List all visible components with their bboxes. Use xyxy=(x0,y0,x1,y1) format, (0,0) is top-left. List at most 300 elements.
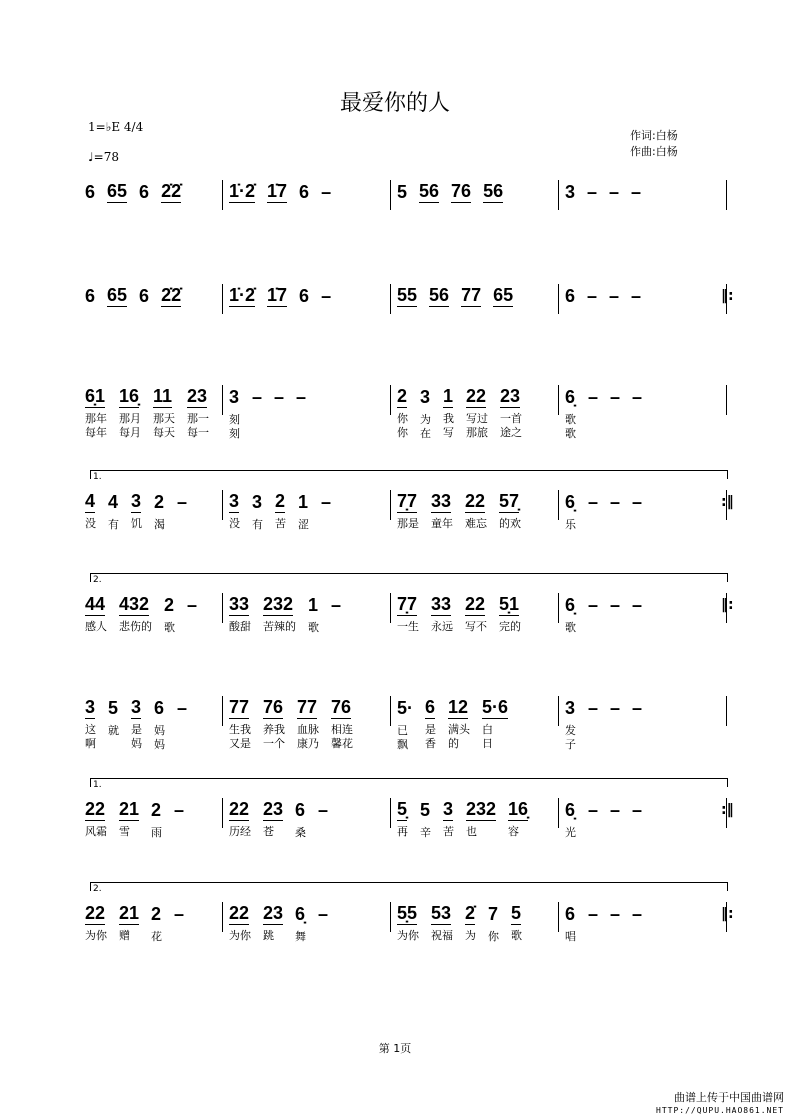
lyric: 苦 xyxy=(443,825,454,838)
note: 1̇7 xyxy=(267,181,288,201)
note: 56 xyxy=(429,285,450,305)
note-group xyxy=(229,385,240,440)
measure xyxy=(558,798,726,839)
lyric: 为你 xyxy=(85,929,107,942)
lyric: 跳 xyxy=(263,929,274,942)
note-group xyxy=(451,180,471,210)
note: – xyxy=(252,387,263,407)
lyric: 那是 xyxy=(397,517,419,530)
note: 2 xyxy=(397,386,408,406)
lyric: 香 xyxy=(425,737,437,750)
note: 22 xyxy=(85,903,106,923)
note-group xyxy=(632,593,642,623)
lyric: 就 xyxy=(108,724,119,737)
note-group xyxy=(609,284,619,314)
lyric: 我 xyxy=(443,412,454,425)
note: 3 xyxy=(131,491,142,511)
note: 6 xyxy=(85,286,96,306)
note-group xyxy=(466,385,488,439)
lyric: 饥 xyxy=(131,517,142,530)
note-group xyxy=(229,798,251,838)
note-group xyxy=(565,490,576,531)
note: 56 xyxy=(483,181,504,201)
song-title: 最爱你的人 xyxy=(339,91,450,116)
lyric: 也 xyxy=(466,825,477,838)
lyric: 童年 xyxy=(431,517,453,530)
lyric: 雪 xyxy=(119,825,130,838)
lyric: 馨花 xyxy=(331,737,353,750)
note-group xyxy=(263,696,285,750)
note: – xyxy=(588,387,599,407)
lyric: 子 xyxy=(565,738,576,751)
note: 77 xyxy=(297,697,318,717)
lyric: 的 xyxy=(448,737,460,750)
note: 23 xyxy=(263,799,284,819)
lyric: 风霜 xyxy=(85,825,107,838)
note: – xyxy=(632,387,643,407)
lyric: 光 xyxy=(565,826,576,839)
note-group xyxy=(107,180,127,250)
lyric: 祝福 xyxy=(431,929,453,942)
note: 2 xyxy=(164,595,175,615)
staff-system xyxy=(85,490,734,560)
note: – xyxy=(588,698,599,718)
measure xyxy=(558,180,726,210)
note-group xyxy=(610,490,620,520)
note-group xyxy=(488,902,499,943)
note: 22 xyxy=(85,799,106,819)
measure xyxy=(558,696,726,751)
note: – xyxy=(588,492,599,512)
note-group xyxy=(263,902,284,942)
lyric: 这 xyxy=(85,723,96,736)
note: – xyxy=(632,492,643,512)
note-group xyxy=(565,798,576,839)
lyric: 桑 xyxy=(295,826,307,839)
note: 1 xyxy=(443,386,454,406)
note: – xyxy=(321,286,332,306)
note-group xyxy=(331,696,353,750)
measure xyxy=(85,902,222,972)
note-group xyxy=(119,385,141,455)
note: – xyxy=(632,800,643,820)
note: 5 xyxy=(511,903,522,923)
note: 7̣7 xyxy=(397,594,418,614)
note-group xyxy=(151,902,162,972)
note: 44 xyxy=(85,594,106,614)
note: 2 xyxy=(154,492,165,512)
lyric: 又是 xyxy=(229,737,251,750)
note-group xyxy=(397,284,417,314)
repeat-sign: ‖: xyxy=(721,906,734,922)
note-group xyxy=(610,902,620,932)
note-group xyxy=(610,696,620,726)
page-number: 第 1页 xyxy=(378,1042,412,1055)
measure xyxy=(390,490,558,530)
measure xyxy=(390,593,558,633)
lyric: 容 xyxy=(508,825,520,838)
note-group xyxy=(263,593,296,633)
note: 22 xyxy=(465,594,486,614)
volta-number: 1. xyxy=(93,472,102,482)
note: – xyxy=(588,800,599,820)
note-group xyxy=(154,490,165,560)
lyric: 赠 xyxy=(119,929,130,942)
staff-system xyxy=(85,902,734,972)
lyric: 妈 xyxy=(131,737,142,750)
note: 53 xyxy=(431,903,452,923)
volta-bracket xyxy=(90,778,728,790)
measure xyxy=(390,696,558,751)
note: 5̣5 xyxy=(397,903,418,923)
lyric: 为你 xyxy=(397,929,419,942)
note: – xyxy=(631,182,642,202)
note: – xyxy=(174,904,185,924)
measure xyxy=(85,490,222,560)
note: – xyxy=(177,698,188,718)
note-group xyxy=(85,593,107,663)
note-group xyxy=(443,385,454,439)
measure xyxy=(85,798,222,868)
lyric: 在 xyxy=(420,427,431,440)
note-group xyxy=(108,696,119,766)
note: 3 xyxy=(565,182,576,202)
note: – xyxy=(632,595,643,615)
note: 65 xyxy=(107,285,128,305)
lyric: 那旅 xyxy=(466,426,488,439)
credits xyxy=(630,128,678,160)
measure xyxy=(558,593,726,634)
repeat-sign: ‖: xyxy=(721,597,734,613)
note: – xyxy=(187,595,198,615)
note: 7̣7 xyxy=(397,491,418,511)
note: 5 xyxy=(420,800,431,820)
note-group xyxy=(119,902,139,972)
measure xyxy=(222,490,390,531)
note: 6̣ xyxy=(565,800,576,820)
lyric: 没 xyxy=(85,517,96,530)
lyric: 是 xyxy=(131,723,142,736)
note-group xyxy=(299,284,309,314)
lyric: 渴 xyxy=(154,518,165,531)
note: 6 xyxy=(85,182,96,202)
note-group xyxy=(511,902,522,942)
note: 76 xyxy=(263,697,284,717)
note: 5̣ xyxy=(397,799,408,819)
lyric: 每天 xyxy=(153,426,175,439)
note: 16̣ xyxy=(508,799,529,819)
note-group xyxy=(229,593,251,633)
lyric: 歌 xyxy=(511,929,522,942)
note: 6 xyxy=(299,182,310,202)
bar-line xyxy=(726,696,727,726)
note: 21 xyxy=(119,903,140,923)
note: 6 xyxy=(299,286,310,306)
lyric: 啊 xyxy=(85,737,96,750)
lyric: 歌 xyxy=(565,413,576,426)
note-group xyxy=(85,902,107,972)
note-group xyxy=(85,180,95,250)
note-group xyxy=(420,798,431,839)
measure xyxy=(390,180,558,210)
note-group xyxy=(397,798,408,838)
volta-number: 1. xyxy=(93,780,102,790)
note: 6̣ xyxy=(565,387,576,407)
note-group xyxy=(587,180,597,210)
note: 4 xyxy=(108,492,119,512)
measure xyxy=(85,284,222,354)
note: – xyxy=(588,595,599,615)
note: 57̣ xyxy=(499,491,520,511)
note: 3 xyxy=(229,387,240,407)
note-group xyxy=(508,798,529,838)
lyric: 每年 xyxy=(85,426,107,439)
note-group xyxy=(482,696,509,750)
note: 6 xyxy=(295,800,306,820)
note-group xyxy=(397,593,419,633)
note-group xyxy=(295,902,307,943)
lyric: 那月 xyxy=(119,412,141,425)
note-group xyxy=(588,385,598,415)
note-group xyxy=(431,593,453,633)
lyric: 那一 xyxy=(187,412,209,425)
note-group xyxy=(500,385,522,439)
note: 432 xyxy=(119,594,150,614)
volta-bracket xyxy=(90,470,728,482)
note: 3 xyxy=(85,697,96,717)
note: 65 xyxy=(493,285,514,305)
note: 5 xyxy=(397,182,408,202)
note-group xyxy=(588,696,598,726)
lyric: 妈 xyxy=(154,738,165,751)
note: 6̣ xyxy=(565,595,576,615)
note: 65 xyxy=(107,181,128,201)
note-group xyxy=(321,180,331,210)
note: 1̇·2̇ xyxy=(229,181,256,201)
measure xyxy=(222,696,390,750)
lyric: 难忘 xyxy=(465,517,487,530)
lyric: 血脉 xyxy=(297,723,319,736)
note-group xyxy=(174,902,184,972)
note-group xyxy=(588,798,598,828)
note-group xyxy=(465,490,487,530)
watermark-text: 曲谱上传于中国曲谱网 xyxy=(674,1091,784,1104)
lyric: 康乃 xyxy=(297,737,319,750)
note: 5· xyxy=(397,698,414,718)
lyric: 辛 xyxy=(420,826,431,839)
measure xyxy=(558,284,726,314)
volta-bracket xyxy=(90,882,728,894)
lyric: 苦辣的 xyxy=(263,620,296,633)
lyric: 你 xyxy=(488,930,499,943)
bar-line xyxy=(726,385,727,415)
note-group xyxy=(229,284,255,314)
note: 2̇2̇ xyxy=(161,181,182,201)
note-group xyxy=(187,593,197,663)
note: 16̣ xyxy=(119,386,140,406)
lyric: 唱 xyxy=(565,930,576,943)
note-group xyxy=(177,490,187,560)
lyric: 的欢 xyxy=(499,517,521,530)
lyric: 日 xyxy=(482,737,494,750)
note-group xyxy=(174,798,184,868)
note-group xyxy=(85,696,96,766)
note-group xyxy=(420,385,431,440)
lyric: 感人 xyxy=(85,620,107,633)
note: 11 xyxy=(153,386,173,406)
note: 77 xyxy=(461,285,482,305)
note-group xyxy=(295,798,307,839)
note-group xyxy=(153,385,175,455)
lyric: 写 xyxy=(443,426,454,439)
lyric: 再 xyxy=(397,825,408,838)
note-group xyxy=(108,490,119,560)
measure xyxy=(85,385,222,455)
measure xyxy=(390,798,558,839)
note-group xyxy=(465,902,476,942)
note-group xyxy=(299,180,309,210)
note-group xyxy=(85,385,107,455)
note-group xyxy=(274,385,284,415)
volta-number: 2. xyxy=(93,884,102,894)
note-group xyxy=(131,490,142,560)
note-group xyxy=(461,284,481,314)
lyric: 那天 xyxy=(153,412,175,425)
lyric: 酸甜 xyxy=(229,620,251,633)
note-group xyxy=(397,490,419,530)
note: 7 xyxy=(488,904,499,924)
staff-system xyxy=(85,696,730,766)
note-group xyxy=(267,180,287,210)
note-group xyxy=(588,902,598,932)
note-group xyxy=(318,902,328,932)
measure xyxy=(85,593,222,663)
watermark-url: HTTP://QUPU.HAO861.NET xyxy=(656,1106,784,1115)
measure xyxy=(222,284,390,314)
measure xyxy=(222,798,390,839)
lyric: 乐 xyxy=(565,518,576,531)
lyric: 一生 xyxy=(397,620,419,633)
lyric: 为 xyxy=(420,413,431,426)
note-group xyxy=(493,284,513,314)
note-group xyxy=(161,180,181,250)
lyric: 发 xyxy=(565,724,576,737)
lyric: 有 xyxy=(108,518,119,531)
note-group xyxy=(565,180,575,210)
lyric: 那年 xyxy=(85,412,107,425)
note: – xyxy=(632,904,643,924)
note: 1 xyxy=(308,595,319,615)
note: – xyxy=(318,904,329,924)
note: 6 xyxy=(139,286,150,306)
note-group xyxy=(308,593,319,634)
note-group xyxy=(632,696,642,726)
note-group xyxy=(321,284,331,314)
note: 3 xyxy=(443,799,454,819)
note: 2 xyxy=(151,800,162,820)
note: – xyxy=(587,286,598,306)
lyric: 一首 xyxy=(500,412,522,425)
note-group xyxy=(632,798,642,828)
note: 232 xyxy=(466,799,497,819)
lyric: 历经 xyxy=(229,825,251,838)
measure xyxy=(222,593,390,634)
note: 5̣1 xyxy=(499,594,520,614)
lyric: 你 xyxy=(397,426,408,439)
note: 33 xyxy=(431,594,452,614)
note-group xyxy=(296,385,306,415)
note-group xyxy=(565,902,576,943)
note-group xyxy=(631,284,641,314)
note: 23 xyxy=(187,386,208,406)
note: 5·6 xyxy=(482,697,509,717)
lyric: 为你 xyxy=(229,929,251,942)
note: – xyxy=(610,387,621,407)
lyric: 舞 xyxy=(295,930,307,943)
note-group xyxy=(610,593,620,623)
lyric: 没 xyxy=(229,517,240,530)
note-group xyxy=(631,180,641,210)
note: 6 xyxy=(425,697,436,717)
note-group xyxy=(275,490,286,530)
lyric: 涩 xyxy=(298,518,309,531)
note-group xyxy=(448,696,471,750)
note: 3 xyxy=(252,492,263,512)
note-group xyxy=(263,798,284,838)
note: 76 xyxy=(451,181,472,201)
note-group xyxy=(229,490,240,530)
note-group xyxy=(161,284,181,354)
note-group xyxy=(499,593,521,633)
note: 6̣ xyxy=(565,492,576,512)
note: 21 xyxy=(119,799,140,819)
note: – xyxy=(587,182,598,202)
lyric: 妈 xyxy=(154,724,165,737)
note: – xyxy=(321,182,332,202)
volta-number: 2. xyxy=(93,575,102,585)
note-group xyxy=(229,902,251,942)
note-group xyxy=(610,798,620,828)
note-group xyxy=(177,696,187,766)
note: 3 xyxy=(229,491,240,511)
note: 3 xyxy=(131,697,142,717)
note: 56 xyxy=(419,181,440,201)
note: 6 xyxy=(154,698,165,718)
lyric: 歌 xyxy=(308,621,319,634)
lyric: 你 xyxy=(397,412,408,425)
note: 22 xyxy=(229,799,250,819)
note: – xyxy=(174,800,185,820)
lyric: 刻 xyxy=(229,413,240,426)
note-group xyxy=(297,696,319,750)
note: 22 xyxy=(466,386,487,406)
note-group xyxy=(443,798,454,838)
note-group xyxy=(587,284,597,314)
note-group xyxy=(267,284,287,314)
lyric: 飘 xyxy=(397,738,408,751)
note-group xyxy=(610,385,620,415)
note-group xyxy=(425,696,437,750)
note-group xyxy=(632,385,642,415)
note-group xyxy=(298,490,309,531)
note: 1̇7 xyxy=(267,285,288,305)
note: 6 xyxy=(565,904,576,924)
note-group xyxy=(252,385,262,415)
note-group xyxy=(154,696,165,766)
repeat-sign: :‖ xyxy=(721,802,734,818)
note: – xyxy=(331,595,342,615)
lyric: 一个 xyxy=(263,737,285,750)
